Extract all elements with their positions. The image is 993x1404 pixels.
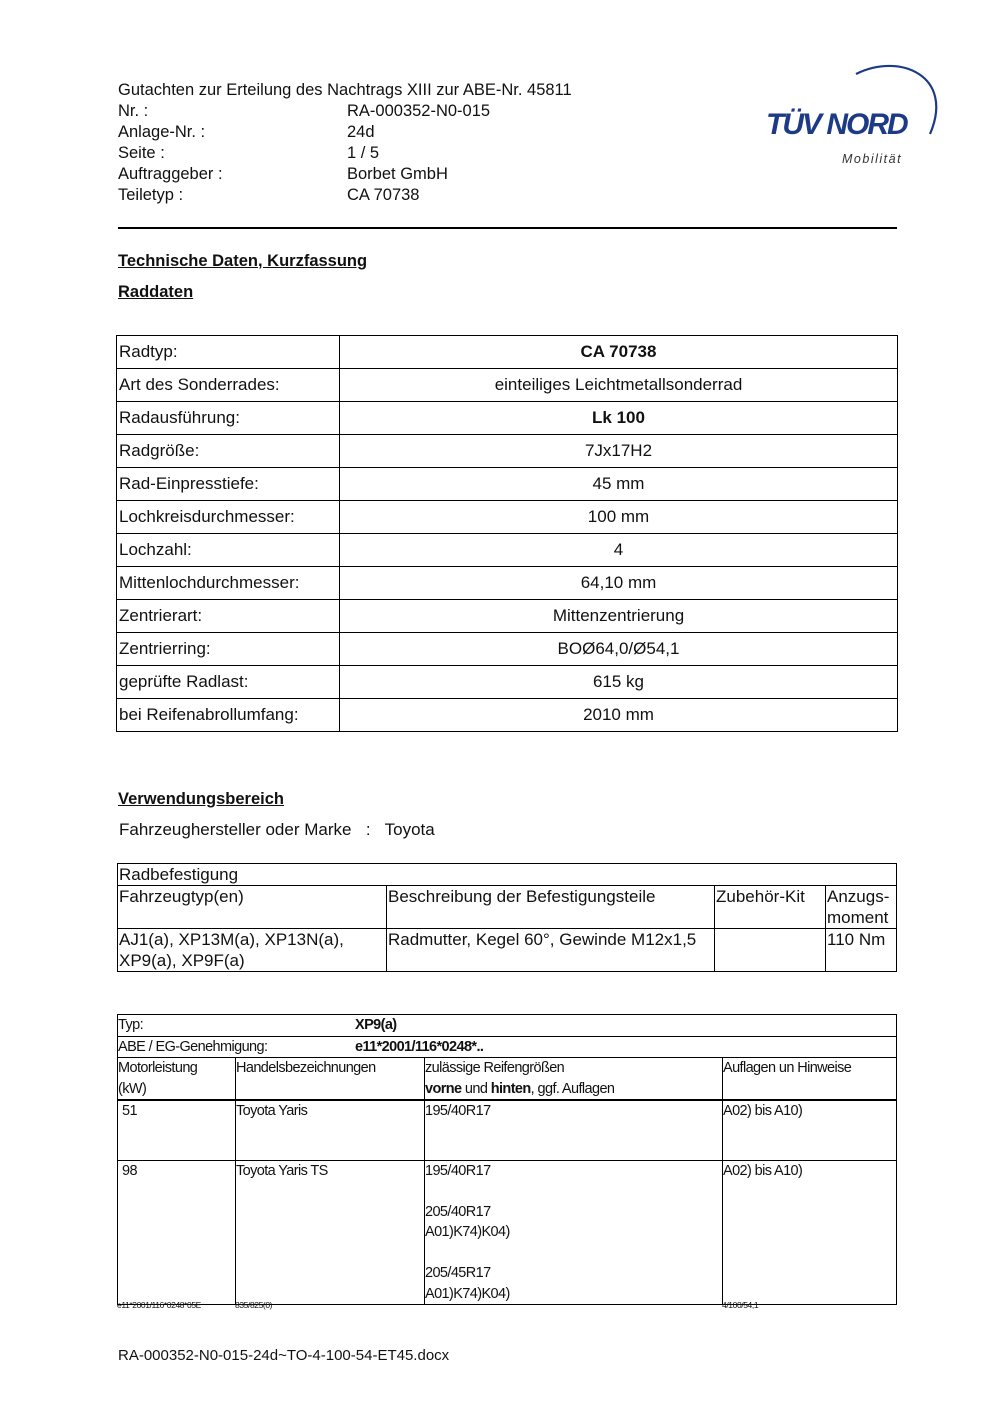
- tyre-rest-label: , ggf. Auflagen: [530, 1080, 615, 1097]
- document-header: [118, 80, 678, 206]
- header-row-anlage: [118, 122, 678, 143]
- row-value: BOØ64,0/Ø54,1: [340, 633, 898, 666]
- row-value: 7Jx17H2: [340, 435, 898, 468]
- row-label: Art des Sonderrades:: [117, 369, 340, 402]
- table-footer-codes: [117, 1300, 897, 1312]
- header-value: Borbet GmbH: [347, 165, 448, 183]
- row-value: 100 mm: [340, 501, 898, 534]
- header-value: 24d: [347, 123, 375, 141]
- tyre-sizes: 195/40R17 205/40R17 A01)K74)K04) 205/45R17 A01)K74)K04): [425, 1160, 723, 1305]
- row-value: 615 kg: [340, 666, 898, 699]
- notes: A02) bis A10): [723, 1100, 897, 1160]
- table-row: [118, 929, 897, 972]
- tyre-header-sub: [425, 1079, 722, 1100]
- manufacturer-value: Toyota: [384, 820, 435, 839]
- header-label: Anlage-Nr. :: [118, 123, 206, 141]
- table-header-row: [118, 1058, 897, 1101]
- table-row: [117, 666, 898, 699]
- row-label: geprüfte Radlast:: [117, 666, 340, 699]
- header-row-seite: [118, 143, 678, 164]
- abe-value: e11*2001/116*0248*..: [355, 1038, 484, 1055]
- column-header: Auflagen un Hinweise: [723, 1058, 897, 1101]
- table-row: [118, 1160, 897, 1305]
- table-row: [118, 1100, 897, 1160]
- row-label: Zentrierart:: [117, 600, 340, 633]
- typ-row: [118, 1015, 897, 1037]
- row-value: Lk 100: [340, 402, 898, 435]
- row-value: 45 mm: [340, 468, 898, 501]
- wheel-data-table: [116, 335, 898, 732]
- trade-name: Toyota Yaris: [236, 1100, 425, 1160]
- approval-code: e11*2001/116*0248*05E: [117, 1300, 201, 1310]
- report-title: Gutachten zur Erteilung des Nachtrags XIII zur ABE-Nr. 45811: [118, 81, 572, 99]
- row-label: Zentrierring:: [117, 633, 340, 666]
- tyre-rear-label: hinten: [490, 1080, 531, 1097]
- table-row: [118, 1036, 897, 1058]
- column-header: zulässige Reifengrößen: [425, 1060, 565, 1076]
- fastening-table: [117, 863, 897, 972]
- header-row-auftraggeber: [118, 164, 678, 185]
- logo-brand: TÜV NORD: [766, 108, 907, 141]
- abe-label: ABE / EG-Genehmigung:: [118, 1038, 268, 1055]
- table-row: [117, 567, 898, 600]
- row-label: Lochzahl:: [117, 534, 340, 567]
- table-row: [117, 699, 898, 732]
- table-row: [117, 534, 898, 567]
- fastening-description: Radmutter, Kegel 60°, Gewinde M12x1,5: [387, 929, 715, 972]
- logo-subtitle: Mobilität: [842, 152, 903, 166]
- header-value: 1 / 5: [347, 144, 380, 162]
- row-value: Mittenzentrierung: [340, 600, 898, 633]
- section-title-technical: Technische Daten, Kurzfassung: [118, 252, 368, 270]
- row-label: Radgröße:: [117, 435, 340, 468]
- tyre-sizes: 195/40R17: [425, 1100, 723, 1160]
- table-row: [117, 369, 898, 402]
- header-label: Nr. :: [118, 102, 149, 120]
- trade-name: Toyota Yaris TS: [236, 1160, 425, 1305]
- header-row-teiletyp: [118, 185, 678, 206]
- row-value: einteiliges Leichtmetallsonderrad: [340, 369, 898, 402]
- row-label: Radausführung:: [117, 402, 340, 435]
- typ-value: XP9(a): [355, 1017, 397, 1033]
- tyre-front-label: vorne: [425, 1080, 462, 1097]
- engine-power: 51: [118, 1100, 236, 1160]
- row-label: Radtyp:: [117, 336, 340, 369]
- row-label: bei Reifenabrollumfang:: [117, 699, 340, 732]
- column-header: Handelsbezeichnungen: [236, 1058, 425, 1101]
- type-approval-table: [117, 1014, 897, 1305]
- header-label: Teiletyp :: [118, 186, 184, 204]
- mid-code: 835/825(0): [235, 1300, 273, 1310]
- column-header: Beschreibung der Befestigungsteile: [387, 886, 715, 929]
- table-row: [117, 435, 898, 468]
- accessory-kit: [715, 929, 826, 972]
- row-label: Mittenlochdurchmesser:: [117, 567, 340, 600]
- manufacturer-label: Fahrzeughersteller oder Marke: [119, 820, 352, 839]
- header-value: RA-000352-N0-015: [347, 102, 491, 120]
- column-header: Fahrzeugtyp(en): [118, 886, 387, 929]
- table-row: [117, 600, 898, 633]
- header-row-nr: [118, 101, 678, 122]
- manufacturer-separator: :: [365, 820, 371, 839]
- table-header-row: [118, 886, 897, 929]
- row-value: CA 70738: [340, 336, 898, 369]
- manufacturer-line: [119, 820, 435, 840]
- header-value: CA 70738: [347, 186, 420, 204]
- document-filename: RA-000352-N0-015-24d~TO-4-100-54-ET45.docx: [118, 1347, 450, 1364]
- engine-power: 98: [118, 1160, 236, 1305]
- notes: A02) bis A10): [723, 1160, 897, 1305]
- column-header: Anzugs- moment: [826, 886, 897, 929]
- column-header: Motorleistung (kW): [118, 1058, 236, 1101]
- header-label: Seite :: [118, 144, 165, 162]
- table-row: [118, 1015, 897, 1037]
- row-value: 64,10 mm: [340, 567, 898, 600]
- vehicle-types: AJ1(a), XP13M(a), XP13N(a), XP9(a), XP9F(a): [118, 929, 387, 972]
- column-header: Zubehör-Kit: [715, 886, 826, 929]
- row-value: 2010 mm: [340, 699, 898, 732]
- table-row: [117, 468, 898, 501]
- typ-label: Typ:: [118, 1017, 143, 1033]
- table-row: [117, 633, 898, 666]
- section-title-usage: Verwendungsbereich: [118, 790, 284, 808]
- tyre-column-header: [425, 1058, 723, 1101]
- table-row: [117, 402, 898, 435]
- section-title-wheel: Raddaten: [118, 283, 194, 301]
- abe-row: [118, 1036, 897, 1058]
- row-label: Lochkreisdurchmesser:: [117, 501, 340, 534]
- fastening-title: Radbefestigung: [118, 864, 897, 886]
- torque: 110 Nm: [826, 929, 897, 972]
- header-divider: [118, 227, 897, 229]
- table-row: [117, 336, 898, 369]
- row-value: 4: [340, 534, 898, 567]
- tyre-and-label: und: [461, 1080, 491, 1097]
- bolt-pattern-code: 4/100/54,1: [722, 1300, 759, 1310]
- tuev-nord-logo: [760, 56, 945, 176]
- table-row: [117, 501, 898, 534]
- table-row: [118, 864, 897, 886]
- row-label: Rad-Einpresstiefe:: [117, 468, 340, 501]
- header-label: Auftraggeber :: [118, 165, 223, 183]
